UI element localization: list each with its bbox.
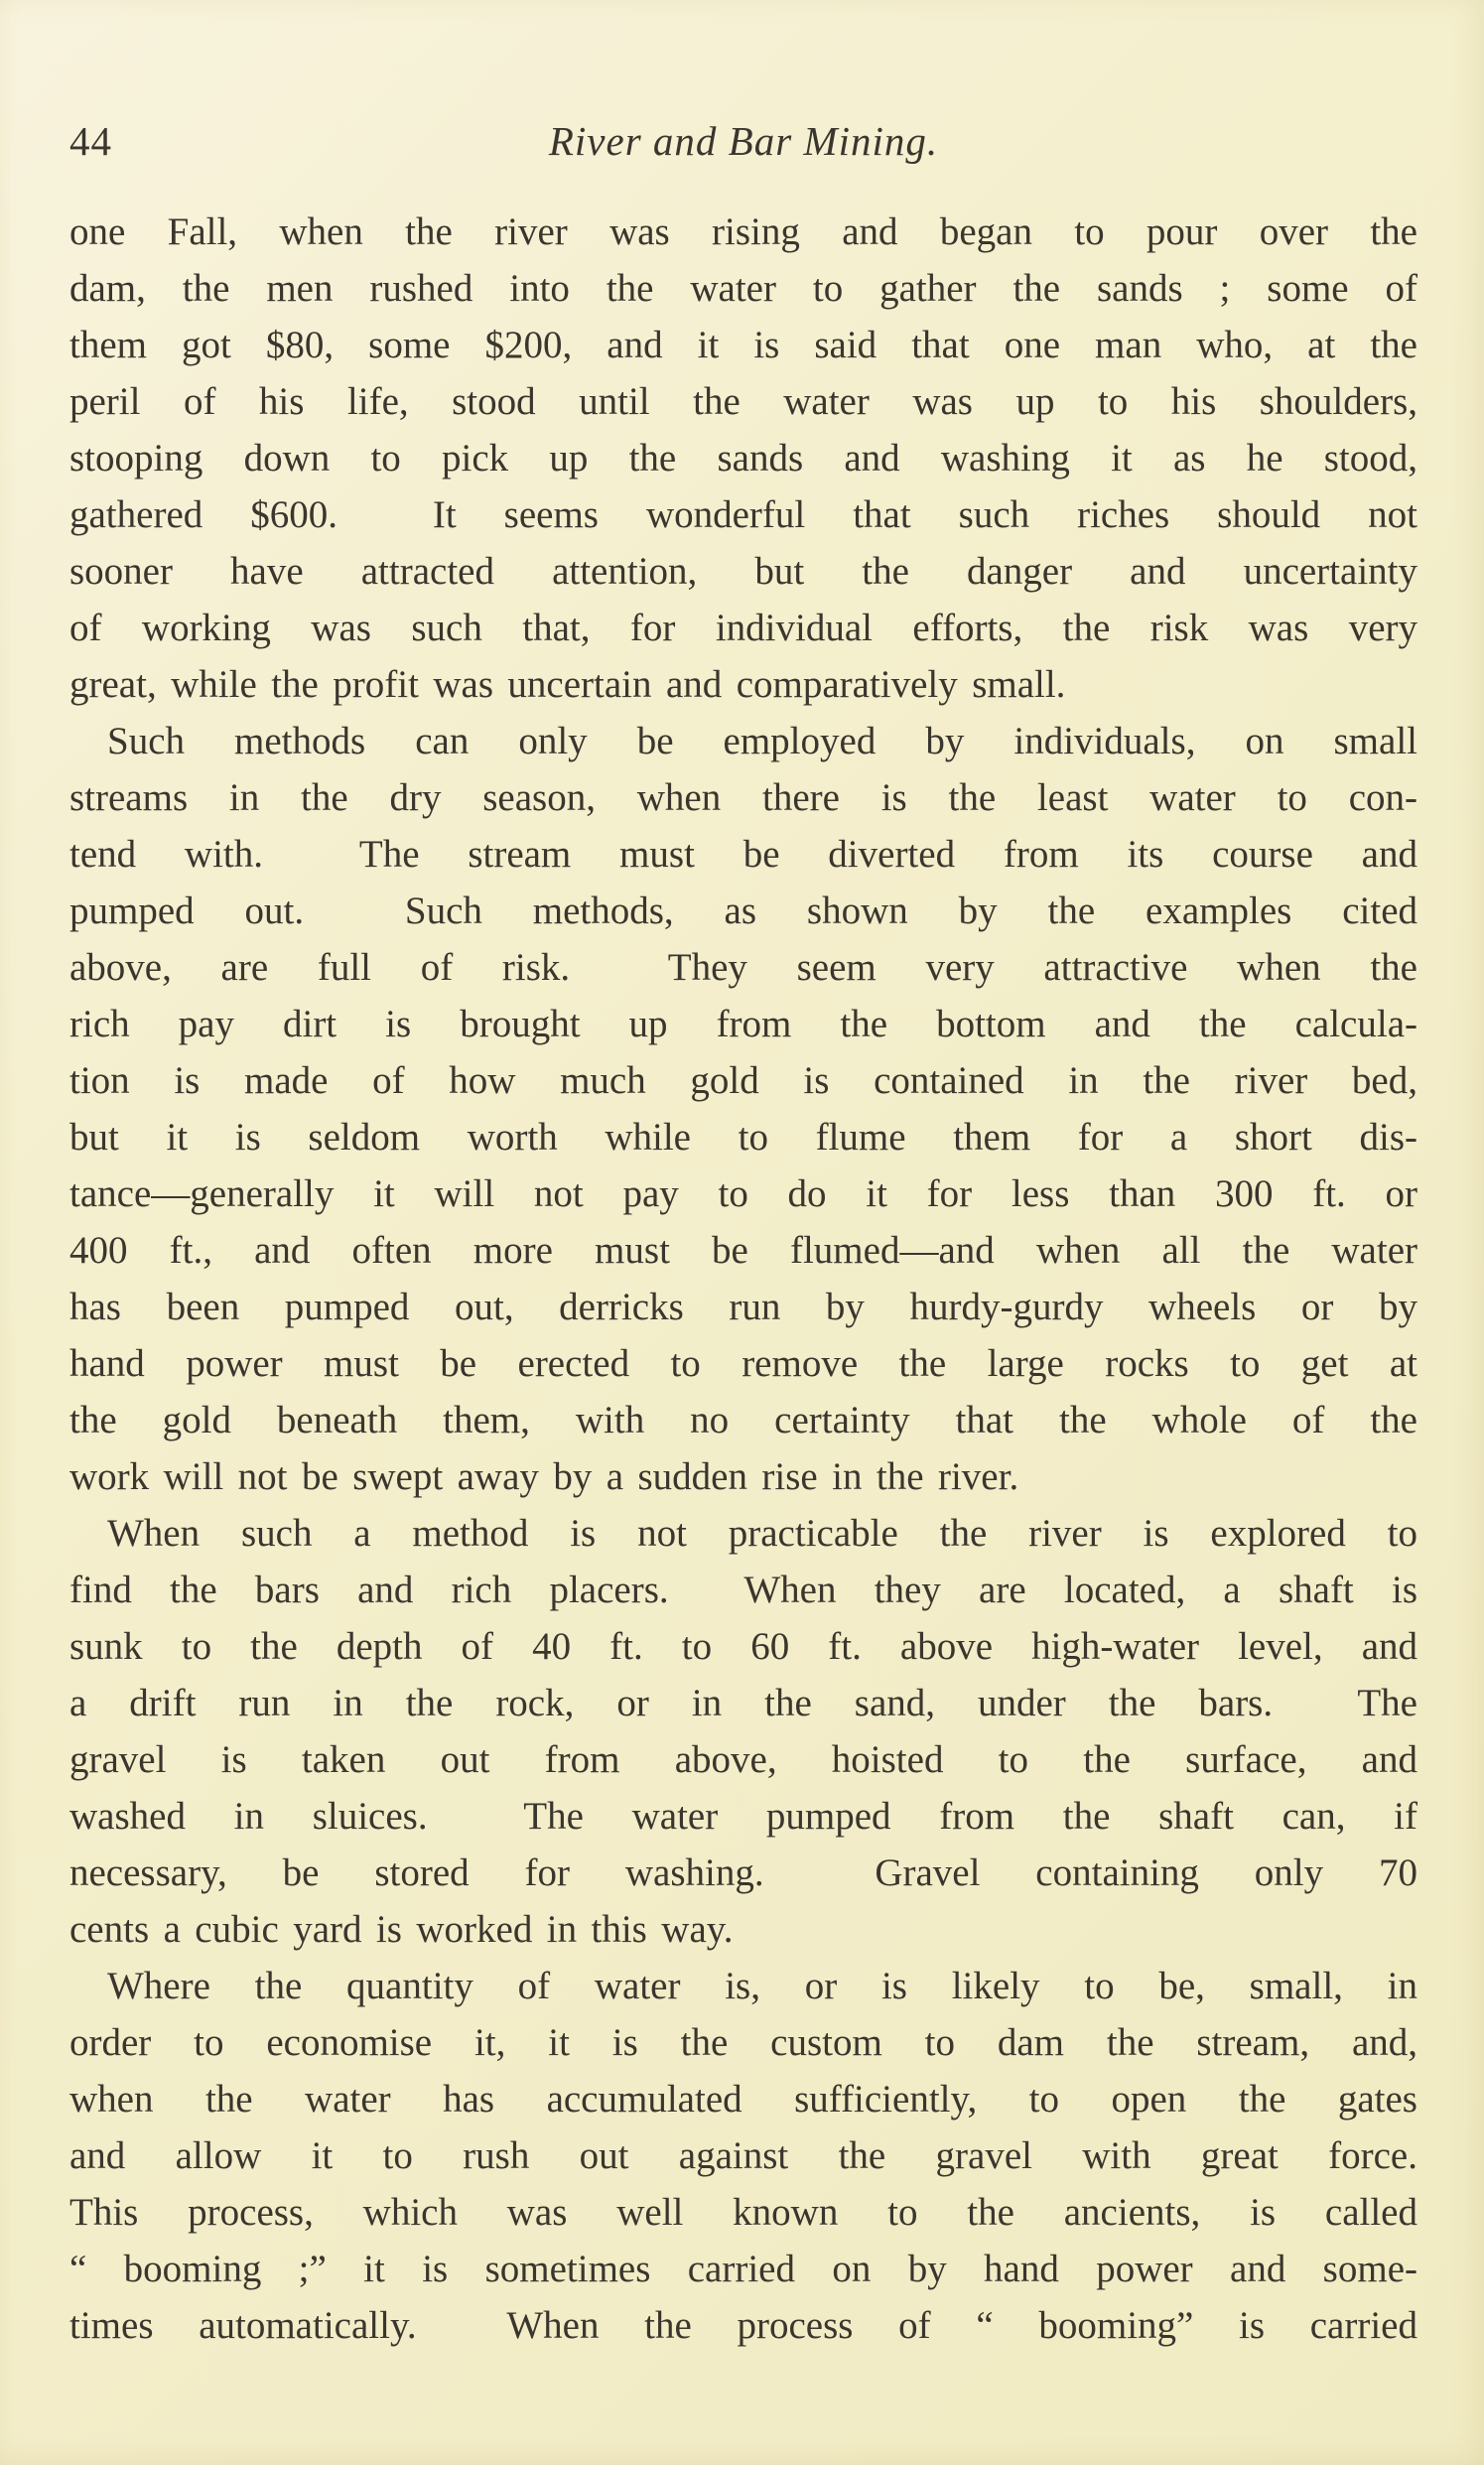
text-line: above, are full of risk. They seem very attractive when the [69,946,1417,989]
text-line: find the bars and rich placers. When they are located, a shaft is [69,1569,1417,1611]
text-line: stooping down to pick up the sands and washing it as he stood, [69,437,1417,479]
text-line: them got $80, some $200, and it is said that one man who, at the [69,324,1417,366]
text-line: When such a method is not practicable the river is explored to [107,1512,1417,1555]
text-line: This process, which was well known to the ancients, is called [69,2191,1417,2234]
text-line: when the water has accumulated sufficiently, to open the gates [69,2078,1417,2121]
text-line: but it is seldom worth while to flume them for a short dis- [69,1116,1417,1159]
text-line: times automatically. When the process of “ booming” is carried [69,2304,1417,2347]
text-line: cents a cubic yard is worked in this way. [69,1908,734,1951]
text-line: a drift run in the rock, or in the sand, under the bars. The [69,1682,1417,1724]
text-line: necessary, be stored for washing. Gravel containing only 70 [69,1851,1417,1894]
text-line: of working was such that, for individual efforts, the risk was very [69,607,1417,649]
text-line: streams in the dry season, when there is the least water to con- [69,776,1417,819]
text-line: the gold beneath them, with no certainty that the whole of the [69,1399,1417,1441]
text-line: has been pumped out, derricks run by hurdy-gurdy wheels or by [69,1286,1417,1328]
page-header [69,118,1417,175]
text-line: 400 ft., and often more must be flumed—and when all the water [69,1229,1417,1272]
text-line: Such methods can only be employed by individuals, on small [107,720,1417,762]
page-text [69,204,1417,2354]
text-line: hand power must be erected to remove the large rocks to get at [69,1342,1417,1385]
page-number: 44 [69,118,112,164]
text-line: rich pay dirt is brought up from the bottom and the calcula- [69,1003,1417,1045]
text-line: great, while the profit was uncertain and comparatively small. [69,663,1066,706]
text-line: gathered $600. It seems wonderful that such riches should not [69,493,1417,536]
text-line: dam, the men rushed into the water to gather the sands ; some of [69,267,1417,310]
text-line: tend with. The stream must be diverted from its course and [69,833,1417,876]
text-line: order to economise it, it is the custom to dam the stream, and, [69,2021,1417,2064]
text-line: one Fall, when the river was rising and began to pour over the [69,210,1417,253]
text-line: tance—generally it will not pay to do it for less than 300 ft. or [69,1172,1417,1215]
text-line: work will not be swept away by a sudden rise in the river. [69,1455,1019,1498]
text-line: Where the quantity of water is, or is likely to be, small, in [107,1965,1417,2007]
text-line: peril of his life, stood until the water was up to his shoulders, [69,380,1417,423]
text-line: tion is made of how much gold is contained in the river bed, [69,1059,1417,1102]
text-line: sooner have attracted attention, but the danger and uncertainty [69,550,1417,593]
text-line: “ booming ;” it is sometimes carried on by hand power and some- [69,2248,1417,2290]
text-line: sunk to the depth of 40 ft. to 60 ft. above high-water level, and [69,1625,1417,1668]
text-line: gravel is taken out from above, hoisted to the surface, and [69,1738,1417,1781]
text-line: pumped out. Such methods, as shown by the examples cited [69,890,1417,932]
running-title: River and Bar Mining. [548,118,939,164]
text-line: and allow it to rush out against the gravel with great force. [69,2134,1417,2177]
text-line: washed in sluices. The water pumped from the shaft can, if [69,1795,1417,1838]
